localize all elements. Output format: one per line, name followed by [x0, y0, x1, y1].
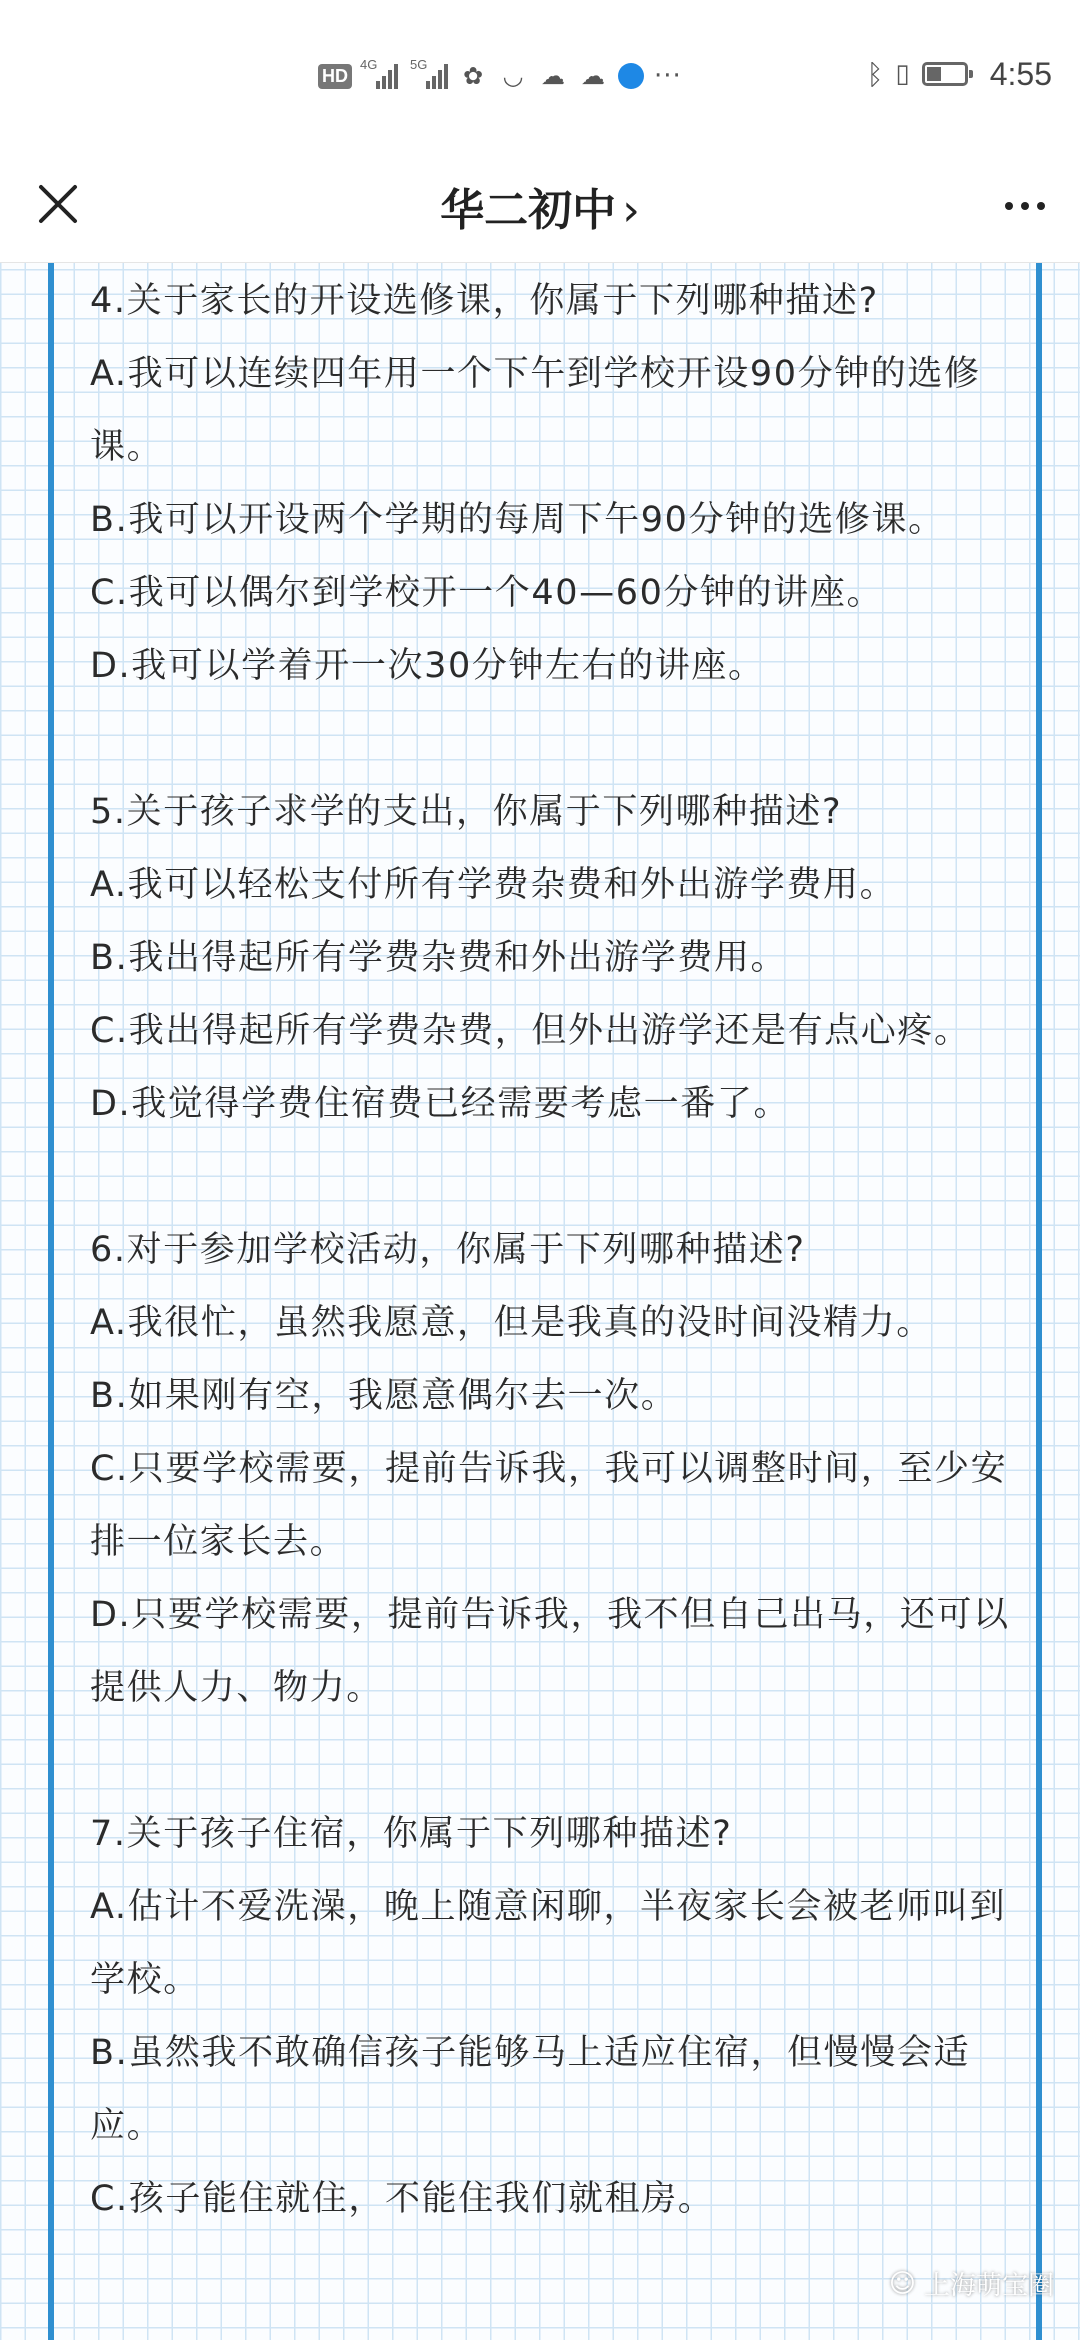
watermark-text: 上海萌宝圈: [923, 2271, 1054, 2301]
page-title: 华二初中: [440, 185, 617, 236]
app-icon: ✿: [462, 62, 484, 90]
more-button[interactable]: [990, 178, 1060, 234]
chevron-right-icon: ›: [622, 185, 640, 236]
option-b: B.如果刚有空，我愿意偶尔去一次。: [90, 1376, 678, 1416]
network-type-label: 5G: [410, 57, 428, 72]
signal-5g-icon: [410, 57, 448, 89]
option-c: C.我可以偶尔到学校开一个40—60分钟的讲座。: [90, 573, 884, 613]
status-icons-left: [318, 56, 682, 96]
hd-icon: HD: [318, 64, 352, 89]
network-type-label: 4G: [360, 57, 378, 72]
questionnaire-text: [90, 265, 1016, 2309]
status-time: 4:55: [989, 55, 1052, 92]
shield-icon: ◡: [502, 62, 524, 90]
option-a: A.我很忙，虽然我愿意，但是我真的没时间没精力。: [90, 1303, 933, 1343]
signal-4g-icon: [360, 57, 398, 89]
question-6: [90, 1214, 1016, 1725]
question-title: 5.关于孩子求学的支出，你属于下列哪种描述?: [90, 792, 843, 832]
question-5: [90, 776, 1016, 1141]
option-c: C.只要学校需要，提前告诉我，我可以调整时间，至少安排一位家长去。: [90, 1449, 1008, 1562]
option-a: A.估计不爱洗澡，晚上随意闲聊，半夜家长会被老师叫到学校。: [90, 1887, 1007, 2000]
option-c: C.孩子能住就住，不能住我们就租房。: [90, 2179, 715, 2219]
question-title: 4.关于家长的开设选修课，你属于下列哪种描述?: [90, 281, 879, 321]
option-b: B.虽然我不敢确信孩子能够马上适应住宿，但慢慢会适应。: [90, 2033, 971, 2146]
page-title-link[interactable]: [0, 174, 1080, 238]
vibrate-icon: ▯: [895, 59, 910, 89]
question-4: [90, 265, 1016, 703]
wechat-icon: ☁: [581, 62, 605, 90]
option-c: C.我出得起所有学费杂费，但外出游学还是有点心疼。: [90, 1011, 971, 1051]
battery-icon: [922, 62, 968, 86]
option-d: D.只要学校需要，提前告诉我，我不但自己出马，还可以提供人力、物力。: [90, 1595, 1010, 1708]
bluetooth-icon: ᛒ: [866, 57, 884, 91]
article-content[interactable]: [0, 263, 1080, 2340]
option-a: A.我可以轻松支付所有学费杂费和外出游学费用。: [90, 865, 897, 905]
wechat-icon: ☺: [888, 2268, 916, 2299]
more-icon: [1005, 202, 1045, 210]
option-b: B.我可以开设两个学期的每周下午90分钟的选修课。: [90, 500, 945, 540]
status-bar: [0, 0, 1080, 150]
watermark: [889, 2265, 1054, 2302]
left-border: [48, 263, 54, 2340]
option-d: D.我可以学着开一次30分钟左右的讲座。: [90, 646, 765, 686]
question-7: [90, 1798, 1016, 2236]
right-border: [1036, 263, 1042, 2340]
option-b: B.我出得起所有学费杂费和外出游学费用。: [90, 938, 788, 978]
option-d: D.我觉得学费住宿费已经需要考虑一番了。: [90, 1084, 791, 1124]
navigation-bar: [0, 150, 1080, 263]
question-title: 6.对于参加学校活动，你属于下列哪种描述?: [90, 1230, 806, 1270]
question-title: 7.关于孩子住宿，你属于下列哪种描述?: [90, 1814, 733, 1854]
option-a: A.我可以连续四年用一个下午到学校开设90分钟的选修课。: [90, 354, 981, 467]
more-dots-icon: ···: [654, 61, 682, 91]
status-icons-right: [867, 52, 1052, 96]
wechat-icon: ☁: [541, 62, 565, 90]
globe-icon: [618, 63, 644, 89]
